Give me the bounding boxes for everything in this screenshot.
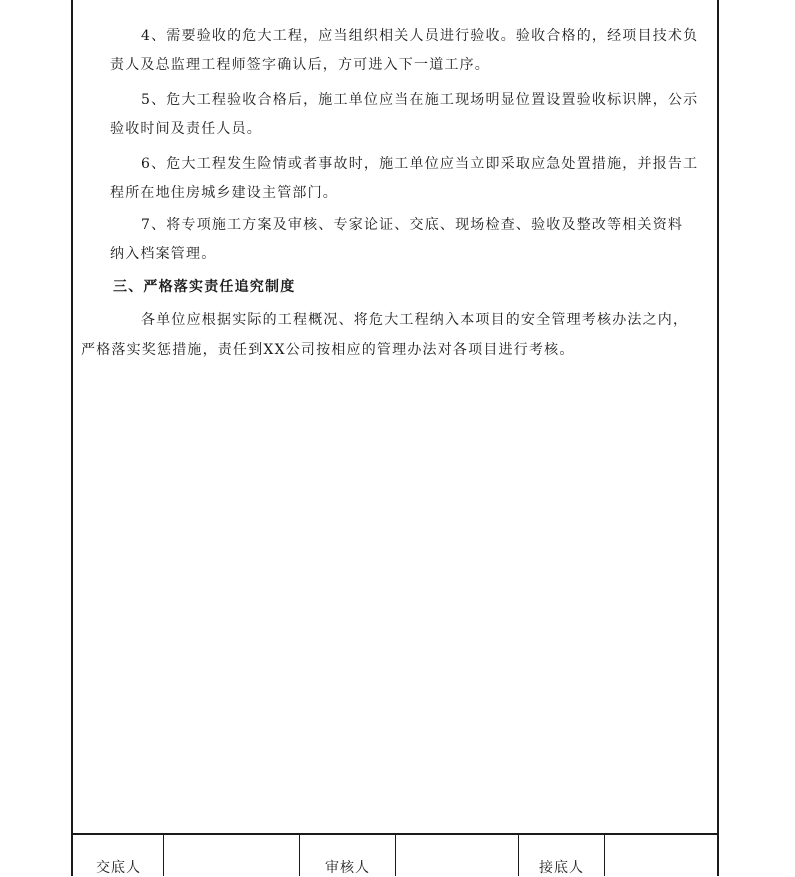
cell-divider	[518, 835, 519, 876]
reviewer-field[interactable]	[397, 837, 517, 876]
paragraph-4-line-1: 4、需要验收的危大工程，应当组织相关人员进行验收。验收合格的，经项目技术负	[141, 28, 699, 44]
cell-divider	[395, 835, 396, 876]
cell-divider	[299, 835, 300, 876]
paragraph-6-line-2: 程所在地住房城乡建设主管部门。	[110, 185, 338, 201]
reviewer-label: 审核人	[325, 860, 370, 876]
paragraph-4-line-2: 责人及总监理工程师签字确认后，方可进入下一道工序。	[110, 57, 490, 73]
signature-row	[73, 835, 717, 876]
paragraph-5-line-2: 验收时间及责任人员。	[110, 121, 262, 137]
paragraph-5-line-1: 5、危大工程验收合格后，施工单位应当在施工现场明显位置设置验收标识牌，公示	[141, 92, 699, 108]
section-3-line-2: 严格落实奖惩措施，责任到XX公司按相应的管理办法对各项目进行考核。	[81, 342, 575, 358]
content-cell	[73, 0, 717, 835]
receiver-field[interactable]	[606, 837, 715, 876]
handover-person-label: 交底人	[96, 860, 141, 876]
handover-person-field[interactable]	[165, 837, 299, 876]
document-table-frame	[71, 0, 719, 876]
paragraph-7-line-1: 7、将专项施工方案及审核、专家论证、交底、现场检查、验收及整改等相关资料	[141, 217, 684, 233]
section-3-heading: 三、严格落实责任追究制度	[113, 279, 296, 295]
paragraph-7-line-2: 纳入档案管理。	[110, 246, 217, 262]
receiver-label: 接底人	[539, 860, 584, 876]
cell-divider	[604, 835, 605, 876]
paragraph-6-line-1: 6、危大工程发生险情或者事故时，施工单位应当立即采取应急处置措施，并报告工	[141, 156, 699, 172]
cell-divider	[163, 835, 164, 876]
section-3-line-1: 各单位应根据实际的工程概况、将危大工程纳入本项目的安全管理考核办法之内，	[141, 312, 689, 328]
